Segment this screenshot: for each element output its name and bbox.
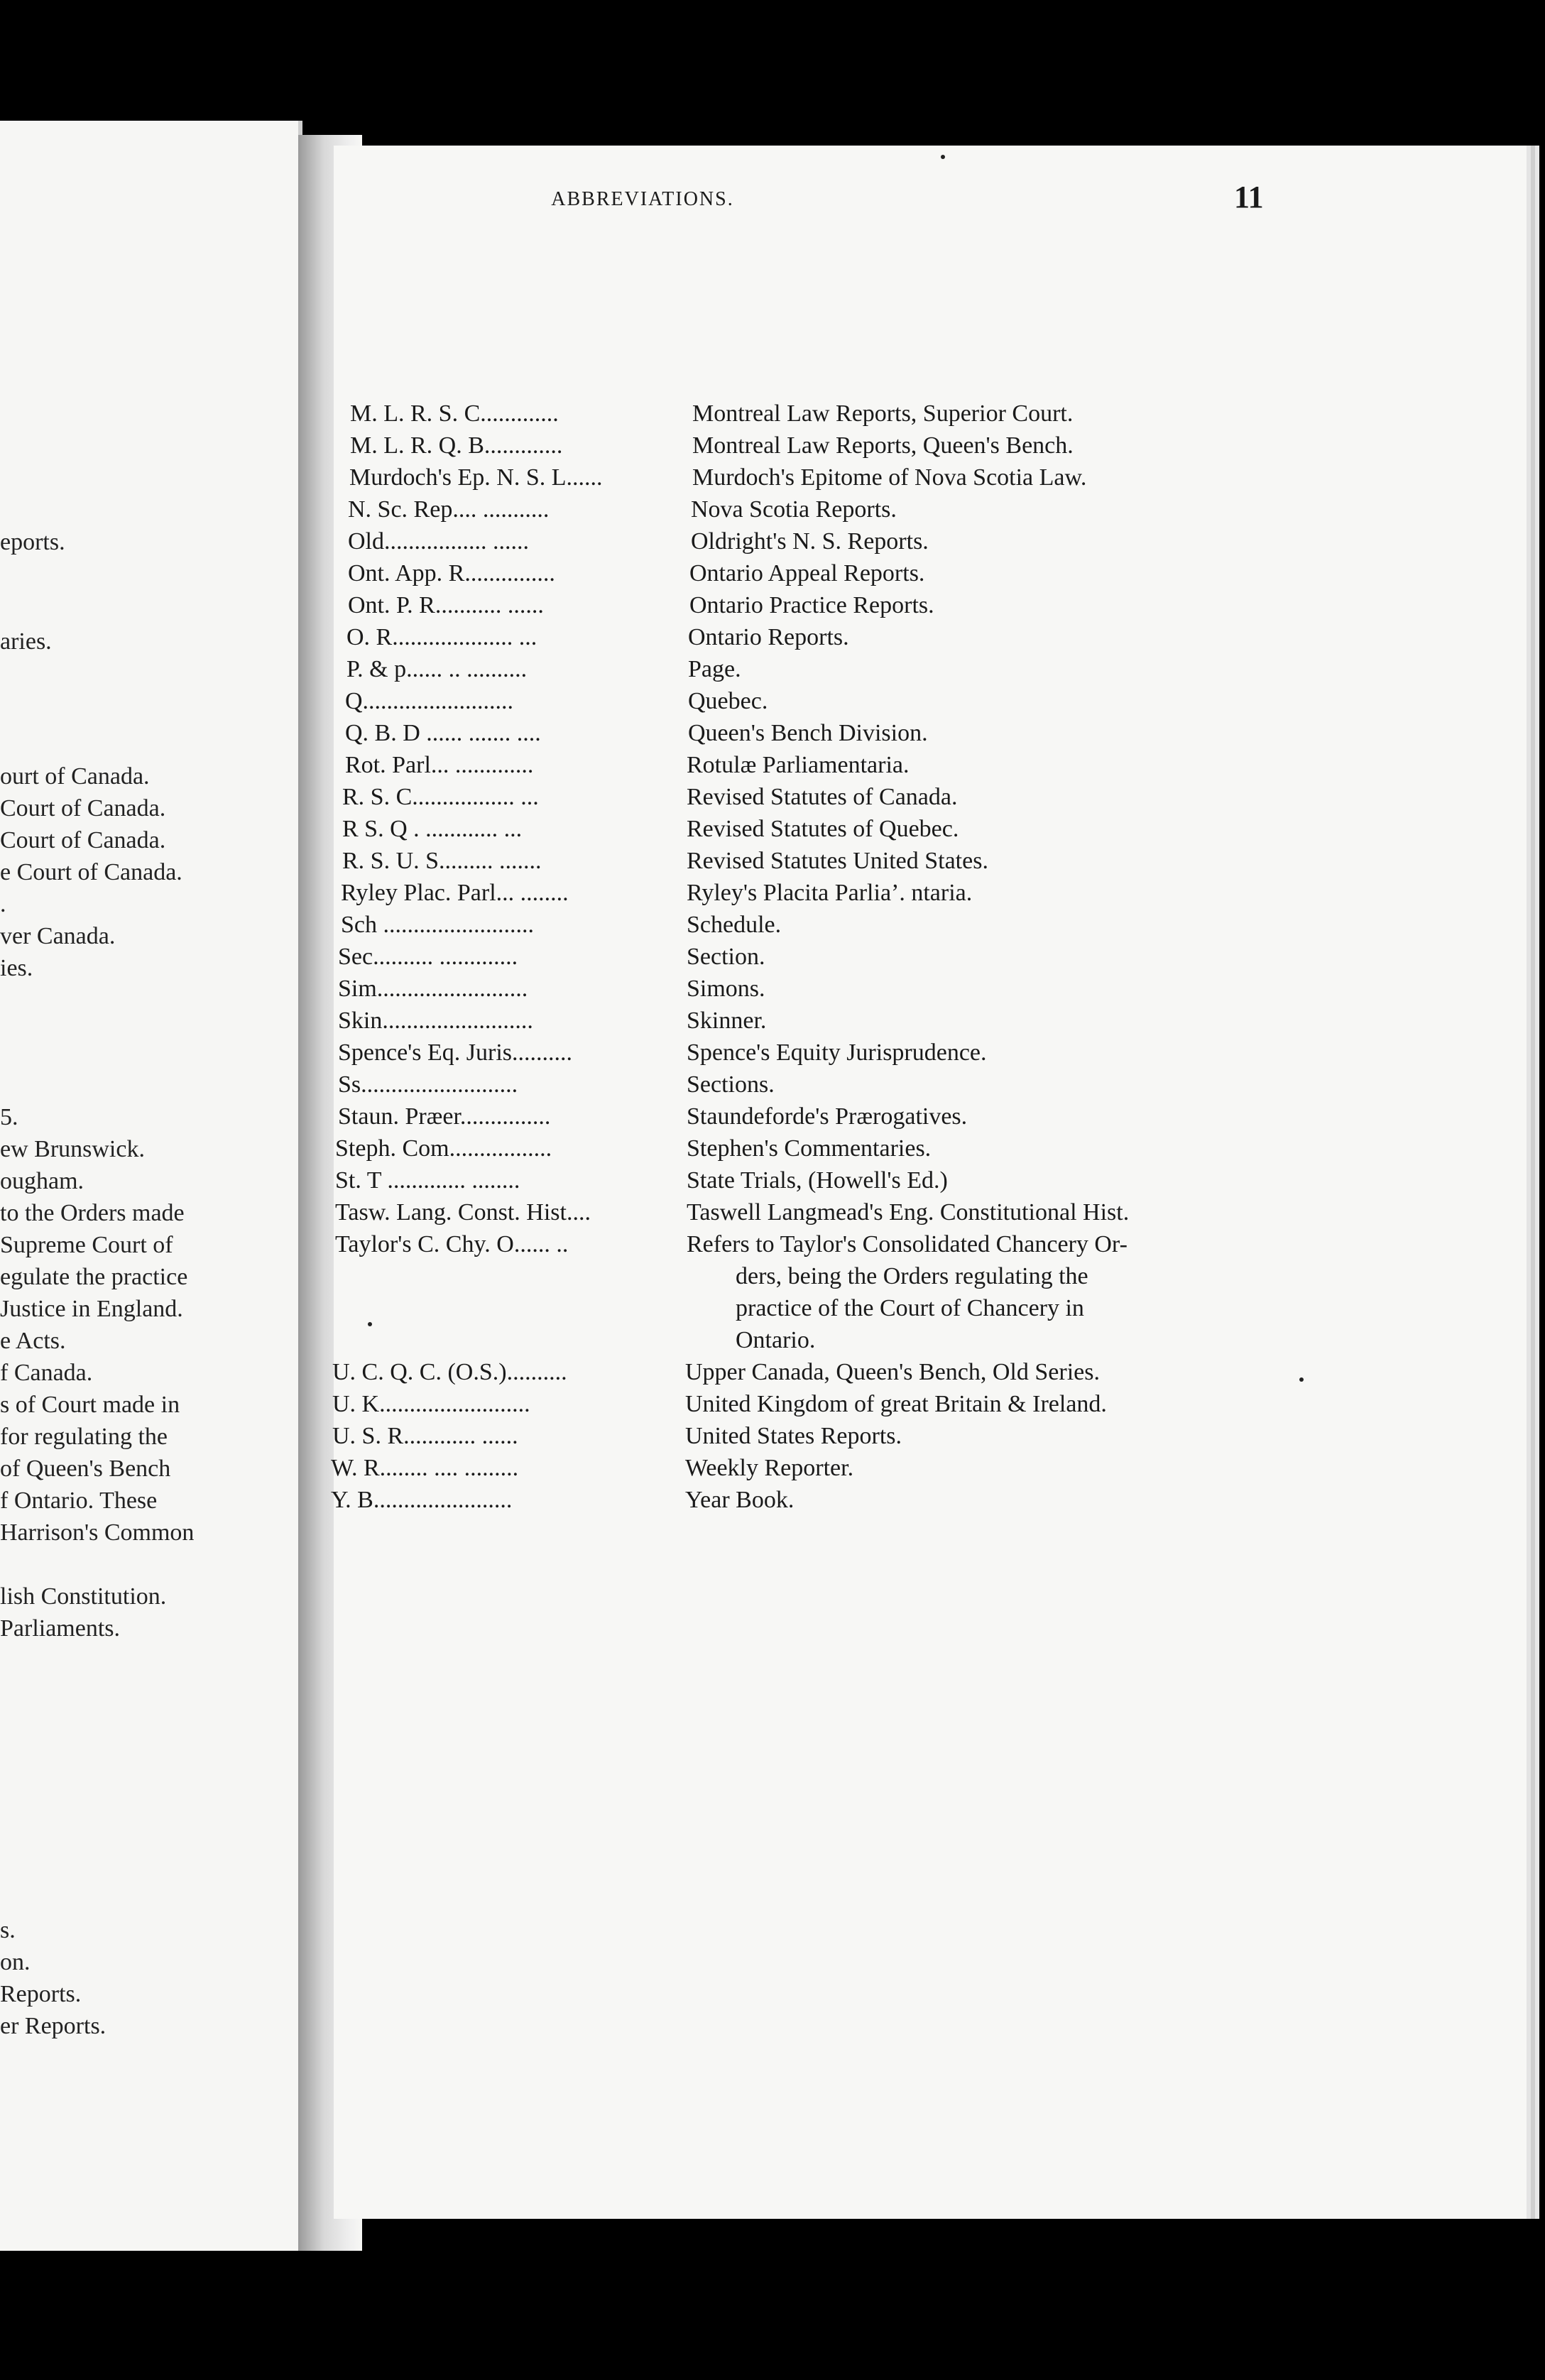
- facing-page-text-fragment: on.: [0, 1949, 31, 1975]
- abbreviation-entry: [342, 783, 958, 812]
- abbreviation-definition: Murdoch's Epitome of Nova Scotia Law.: [692, 464, 1087, 491]
- facing-page-text-fragment: Parliaments.: [0, 1615, 121, 1642]
- abbreviation-term: Sec.......... .............: [338, 944, 518, 970]
- abbreviation-definition: Ontario Appeal Reports.: [689, 560, 925, 586]
- facing-page-text-fragment: Court of Canada.: [0, 827, 166, 853]
- abbreviation-entry: [338, 1071, 775, 1099]
- abbreviation-term: Old................. ......: [348, 528, 529, 555]
- abbreviation-definition: Nova Scotia Reports.: [691, 496, 897, 523]
- abbreviation-definition: Spence's Equity Jurisprudence.: [687, 1039, 987, 1066]
- abbreviation-definition: Weekly Reporter.: [685, 1455, 854, 1481]
- abbreviation-term: U. K.........................: [332, 1391, 530, 1417]
- facing-page-text-fragment: e Acts.: [0, 1328, 66, 1354]
- abbreviation-term: St. T ............. ........: [335, 1167, 520, 1194]
- facing-page-text-fragment: lish Constitution.: [0, 1583, 167, 1610]
- abbreviation-entry: [346, 655, 741, 684]
- abbreviation-entry: [338, 943, 765, 971]
- facing-page-text-fragment: ies.: [0, 955, 33, 981]
- abbreviation-term: Murdoch's Ep. N. S. L......: [349, 464, 603, 491]
- abbreviation-term: R. S. C................. ...: [342, 784, 539, 810]
- abbreviation-term: Skin.........................: [338, 1008, 533, 1034]
- abbreviation-term: Sch .........................: [341, 912, 534, 938]
- abbreviation-definition: Ryley's Placita Parlia’. ntaria.: [687, 880, 973, 906]
- facing-page-text-fragment: Supreme Court of: [0, 1232, 173, 1258]
- definition-continuation: practice of the Court of Chancery in: [736, 1295, 1084, 1321]
- abbreviation-entry: [348, 496, 897, 524]
- abbreviation-definition: Rotulæ Parliamentaria.: [687, 752, 910, 778]
- abbreviation-definition: United Kingdom of great Britain & Ireland.: [685, 1391, 1107, 1417]
- abbreviation-term: W. R........ .... .........: [331, 1455, 519, 1481]
- abbreviation-definition: Schedule.: [687, 912, 782, 938]
- abbreviation-definition: State Trials, (Howell's Ed.): [687, 1167, 948, 1194]
- abbreviation-definition: Refers to Taylor's Consolidated Chancery Or-: [687, 1231, 1128, 1257]
- abbreviation-definition: United States Reports.: [685, 1423, 902, 1449]
- abbreviation-entry: [346, 623, 849, 652]
- definition-continuation: ders, being the Orders regulating the: [736, 1263, 1088, 1289]
- abbreviation-entry: [345, 751, 910, 780]
- facing-page-text-fragment: eports.: [0, 529, 65, 555]
- facing-page-text-fragment: for regulating the: [0, 1424, 168, 1450]
- abbreviation-term: U. C. Q. C. (O.S.)..........: [332, 1359, 567, 1385]
- abbreviation-definition: Ontario Practice Reports.: [689, 592, 934, 618]
- facing-page-text-fragment: 5.: [0, 1104, 18, 1130]
- abbreviation-definition: Revised Statutes of Quebec.: [687, 816, 959, 842]
- facing-page-text-fragment: ew Brunswick.: [0, 1136, 145, 1162]
- abbreviation-definition: Quebec.: [688, 688, 768, 714]
- facing-page-text-fragment: aries.: [0, 628, 52, 655]
- abbreviation-term: M. L. R. S. C.............: [350, 400, 559, 427]
- abbreviation-definition: Simons.: [687, 976, 765, 1002]
- abbreviation-entry: [335, 1199, 1130, 1227]
- abbreviation-definition: Year Book.: [685, 1487, 795, 1513]
- page-number: 11: [1234, 180, 1264, 214]
- facing-page-text-fragment: Harrison's Common: [0, 1519, 195, 1546]
- abbreviation-entry: [331, 1454, 854, 1483]
- abbreviation-term: Q.........................: [345, 688, 514, 714]
- facing-page-text-fragment: Reports.: [0, 1981, 82, 2007]
- abbreviation-definition: Staundeforde's Prærogatives.: [687, 1103, 968, 1130]
- abbreviation-entry: [348, 559, 925, 588]
- abbreviation-term: R S. Q . ............ ...: [342, 816, 523, 842]
- abbreviation-entry: [342, 815, 959, 844]
- abbreviation-term: Spence's Eq. Juris..........: [338, 1039, 573, 1066]
- abbreviation-entry: [350, 400, 1074, 428]
- print-speck: [368, 1322, 372, 1326]
- abbreviation-term: P. & p...... .. ..........: [346, 656, 528, 682]
- abbreviation-entry: [338, 1007, 767, 1035]
- facing-page-text-fragment: to the Orders made: [0, 1200, 185, 1226]
- abbreviation-term: Sim.........................: [338, 976, 528, 1002]
- abbreviation-entry: [332, 1422, 902, 1451]
- abbreviation-entry: [342, 847, 988, 875]
- facing-page-text-fragment: er Reports.: [0, 2013, 107, 2039]
- abbreviation-term: Q. B. D ...... ....... ....: [345, 720, 541, 746]
- abbreviation-entry: [331, 1486, 795, 1514]
- abbreviation-term: N. Sc. Rep.... ...........: [348, 496, 550, 523]
- abbreviation-term: Ont. App. R...............: [348, 560, 555, 586]
- abbreviation-definition: Section.: [687, 944, 765, 970]
- abbreviation-definition: Oldright's N. S. Reports.: [691, 528, 929, 555]
- abbreviation-entry: [338, 1039, 987, 1067]
- abbreviation-term: Ont. P. R........... ......: [348, 592, 544, 618]
- abbreviation-definition: Montreal Law Reports, Superior Court.: [692, 400, 1074, 427]
- definition-continuation: Ontario.: [736, 1327, 816, 1353]
- abbreviation-term: O. R.................... ...: [346, 624, 537, 650]
- abbreviation-definition: Revised Statutes United States.: [687, 848, 988, 874]
- abbreviation-definition: Upper Canada, Queen's Bench, Old Series.: [685, 1359, 1100, 1385]
- abbreviation-entry: [345, 687, 768, 716]
- abbreviation-term: Tasw. Lang. Const. Hist....: [335, 1199, 591, 1226]
- facing-page-text-fragment: ver Canada.: [0, 923, 116, 949]
- abbreviation-term: Rot. Parl... .............: [345, 752, 534, 778]
- abbreviation-entry: [335, 1167, 948, 1195]
- abbreviation-entry: [332, 1358, 1100, 1387]
- abbreviation-definition: Skinner.: [687, 1008, 767, 1034]
- abbreviation-entry: [338, 1103, 968, 1131]
- abbreviation-definition: Montreal Law Reports, Queen's Bench.: [692, 432, 1074, 459]
- facing-page-text-fragment: .: [0, 891, 6, 917]
- abbreviation-entry: [350, 432, 1074, 460]
- abbreviation-term: R. S. U. S......... .......: [342, 848, 542, 874]
- facing-page-text-fragment: of Queen's Bench: [0, 1456, 171, 1482]
- facing-page-text-fragment: s.: [0, 1917, 16, 1943]
- abbreviation-entry: [338, 975, 765, 1003]
- abbreviation-term: U. S. R............ ......: [332, 1423, 518, 1449]
- abbreviation-definition: Stephen's Commentaries.: [687, 1135, 932, 1162]
- abbreviation-entry: [345, 719, 928, 748]
- abbreviation-term: Staun. Præer...............: [338, 1103, 551, 1130]
- facing-page-text-fragment: Court of Canada.: [0, 795, 166, 821]
- abbreviation-entry: [335, 1135, 932, 1163]
- facing-page-text-fragment: f Canada.: [0, 1360, 93, 1386]
- abbreviation-definition: Revised Statutes of Canada.: [687, 784, 958, 810]
- facing-page-text-fragment: f Ontario. These: [0, 1488, 158, 1514]
- abbreviation-term: Steph. Com.................: [335, 1135, 552, 1162]
- running-head: ABBREVIATIONS.: [551, 188, 734, 210]
- print-speck: [1299, 1377, 1304, 1382]
- facing-page-text-fragment: ourt of Canada.: [0, 763, 150, 790]
- abbreviation-definition: Ontario Reports.: [688, 624, 849, 650]
- abbreviation-definition: Sections.: [687, 1071, 775, 1098]
- abbreviation-entry: [348, 591, 934, 620]
- abbreviation-term: Y. B.......................: [331, 1487, 513, 1513]
- abbreviation-definition: Queen's Bench Division.: [688, 720, 928, 746]
- abbreviation-entry: [349, 464, 1087, 492]
- abbreviation-term: M. L. R. Q. B.............: [350, 432, 563, 459]
- abbreviation-term: Ryley Plac. Parl... ........: [341, 880, 569, 906]
- facing-page-text-fragment: egulate the practice: [0, 1264, 188, 1290]
- facing-page-text-fragment: Justice in England.: [0, 1296, 183, 1322]
- facing-page-text-fragment: s of Court made in: [0, 1392, 180, 1418]
- facing-page-text-fragment: e Court of Canada.: [0, 859, 182, 885]
- abbreviation-entry: [348, 528, 929, 556]
- abbreviation-term: Taylor's C. Chy. O...... ..: [335, 1231, 569, 1257]
- abbreviation-definition: Taswell Langmead's Eng. Constitutional Hist.: [687, 1199, 1130, 1226]
- abbreviation-entry: [341, 911, 782, 939]
- abbreviation-definition: Page.: [688, 656, 741, 682]
- abbreviation-entry: [341, 879, 973, 907]
- abbreviation-entry: [332, 1390, 1107, 1419]
- facing-page-text-fragment: ougham.: [0, 1168, 84, 1194]
- print-speck: [941, 155, 945, 159]
- abbreviation-entry: [335, 1230, 1128, 1259]
- left-facing-page: [0, 121, 302, 2251]
- abbreviation-term: Ss..........................: [338, 1071, 518, 1098]
